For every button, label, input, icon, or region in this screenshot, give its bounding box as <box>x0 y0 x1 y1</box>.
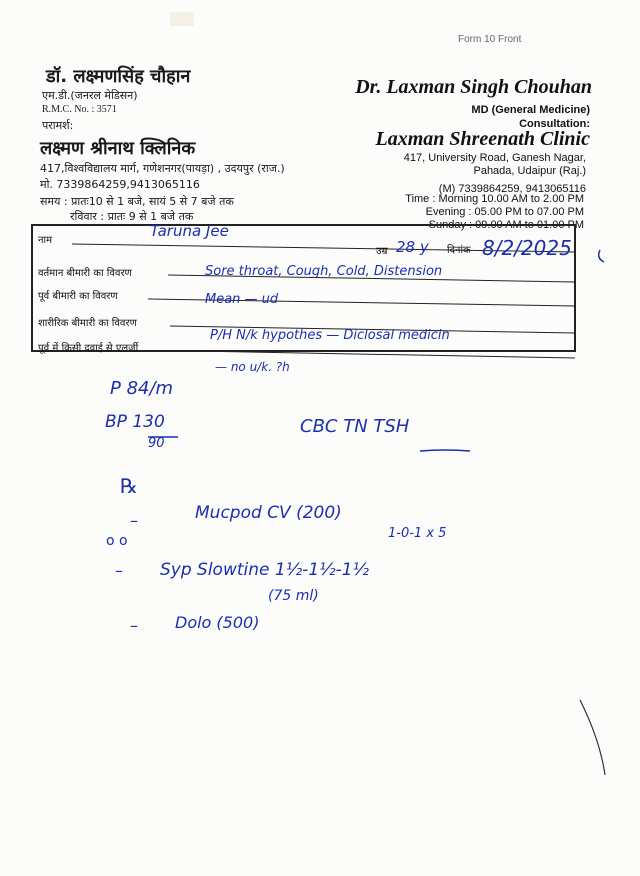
doctor-name-english: Dr. Laxman Singh Chouhan <box>355 76 592 98</box>
handwritten-tick-marks: o o <box>106 533 128 549</box>
label-allergy: पूर्व में किसी दवाई से एलर्जी <box>38 343 139 354</box>
time-sunday: Sunday : 09.00 AM to 01.00 PM <box>428 219 584 231</box>
label-age: उम्र <box>376 246 388 257</box>
doctor-name-hindi: डॉ. लक्ष्मणसिंह चौहान <box>46 66 191 87</box>
label-date: दिनांक <box>447 245 471 256</box>
consultation-english: Consultation: <box>519 118 590 130</box>
phone-english: (M) 7339864259, 9413065116 <box>438 183 586 195</box>
form-number: Form 10 Front <box>458 34 522 45</box>
clinic-name-english: Laxman Shreenath Clinic <box>375 128 590 150</box>
handwritten-bp-systolic: BP 130 <box>105 412 165 432</box>
handwritten-medicine-1-dose: 1-0-1 x 5 <box>388 526 447 541</box>
handwritten-allergy: — no u/k. ?h <box>215 360 290 374</box>
handwritten-bp-diastolic: 90 <box>148 436 165 451</box>
handwritten-medicine-3: Dolo (500) <box>175 613 260 632</box>
label-physical-illness: शारीरिक बीमारी का विवरण <box>38 318 137 329</box>
handwritten-medicine-1: Mucpod CV (200) <box>195 503 342 523</box>
address-line2-english: Pahada, Udaipur (Raj.) <box>473 165 586 177</box>
label-current-illness: वर्तमान बीमारी का विवरण <box>38 268 132 279</box>
rmc-number: R.M.C. No. : 3571 <box>42 104 117 115</box>
handwritten-medicine-2-note: (75 ml) <box>268 588 319 604</box>
handwritten-medicine-2: Syp Slowtine 1½-1½-1½ <box>160 560 370 580</box>
handwritten-past-illness: Mean — ud <box>205 292 279 307</box>
bullet-dash: – <box>115 561 123 580</box>
handwritten-patient-name: Taruna Jee <box>150 222 229 240</box>
consultation-hindi: परामर्श: <box>42 119 74 132</box>
handwritten-age: 28 y <box>396 238 429 256</box>
time-evening: Evening : 05.00 PM to 07.00 PM <box>425 206 584 218</box>
degree-english: MD (General Medicine) <box>471 104 590 116</box>
bullet-dash: – <box>130 511 138 530</box>
time-morning: Time : Morning 10.00 AM to 2.00 PM <box>405 193 584 205</box>
handwritten-pulse: P 84/m <box>110 378 174 399</box>
bullet-dash: – <box>130 616 138 635</box>
handwritten-tests: CBC TN TSH <box>300 416 410 437</box>
address-line1-english: 417, University Road, Ganesh Nagar, <box>403 152 586 164</box>
handwritten-date: 8/2/2025 <box>482 236 572 260</box>
degree-hindi: एम.डी.(जनरल मेडिसन) <box>42 89 138 102</box>
handwritten-physical-illness: P/H N/k hypothes — Diclosal medicin <box>210 328 450 343</box>
rx-symbol: ℞ <box>120 474 138 498</box>
sunday-timing-hindi: रविवार : प्रातः 9 से 1 बजे तक <box>70 210 194 223</box>
label-past-illness: पूर्व बीमारी का विवरण <box>38 291 118 302</box>
timing-hindi: समय : प्रातः10 से 1 बजे, सायं 5 से 7 बजे तक <box>40 195 234 208</box>
address-hindi: 417,विश्वविद्यालय मार्ग, गणेशनगर(पायड़ा) , उदयपुर (राज.) <box>40 162 285 175</box>
clinic-name-hindi: लक्ष्मण श्रीनाथ क्लिनिक <box>40 138 196 159</box>
phone-hindi: मो. 7339864259,9413065116 <box>40 178 200 191</box>
handwritten-current-illness: Sore throat, Cough, Cold, Distension <box>205 264 443 279</box>
label-name: नाम <box>38 235 53 246</box>
